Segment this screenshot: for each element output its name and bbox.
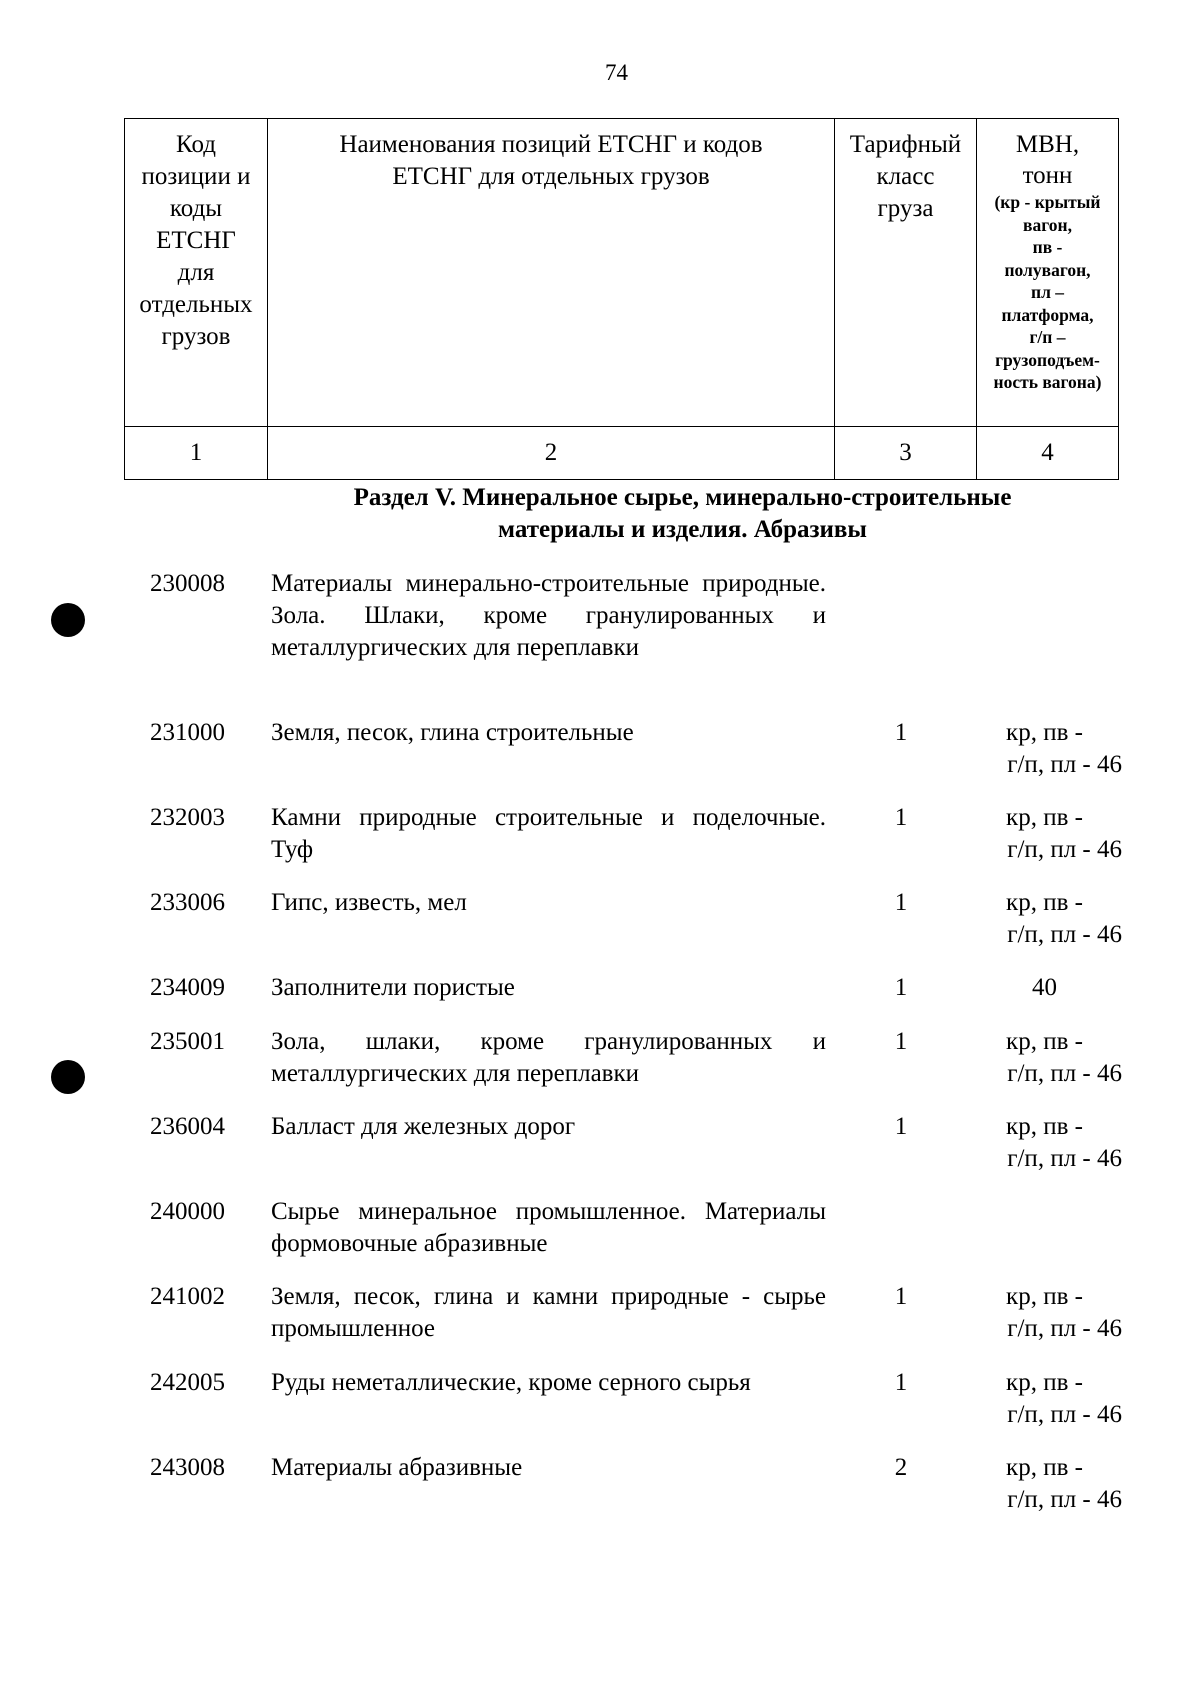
- position-name: Руды неметаллические, кроме серного сырья: [271, 1369, 751, 1396]
- header-class-line: класс: [876, 163, 935, 190]
- min-weight-line: кр, пв -: [1006, 719, 1083, 746]
- tariff-class: 1: [894, 889, 908, 916]
- position-code: 231000: [150, 719, 225, 746]
- header-code-line: для: [177, 259, 215, 286]
- header-mvn-note: вагон,: [1023, 214, 1072, 235]
- position-code: 235001: [150, 1028, 225, 1055]
- header-mvn-note: грузоподъем-: [995, 349, 1100, 370]
- column-number: 1: [125, 427, 268, 480]
- header-code-line: грузов: [161, 323, 231, 350]
- position-code: 240000: [150, 1198, 225, 1225]
- min-weight-norm: [967, 972, 1122, 1004]
- section-title-line: материалы и изделия. Абразивы: [498, 516, 867, 543]
- position-code: 243008: [150, 1454, 225, 1481]
- page-number: 74: [605, 60, 628, 85]
- min-weight-norm: [967, 717, 1122, 781]
- position-code: 241002: [150, 1283, 225, 1310]
- min-weight-line: кр, пв -: [1006, 804, 1083, 831]
- header-mvn-note: платформа,: [1001, 304, 1094, 325]
- min-weight-line: кр, пв -: [1006, 1113, 1083, 1140]
- position-name: Земля, песок, глина строительные: [271, 719, 634, 746]
- position-name: Гипс, известь, мел: [271, 889, 467, 916]
- min-weight-norm: [967, 1026, 1122, 1090]
- min-weight-line: г/п, пл - 46: [1007, 1145, 1122, 1172]
- header-mvn-note: ность вагона): [993, 372, 1102, 392]
- position-name: Зола, шлаки, кроме гранулированных и металлургических для переплавки: [271, 1028, 826, 1087]
- position-code: 236004: [150, 1113, 225, 1140]
- tariff-class: 1: [894, 719, 908, 746]
- header-class-line: Тарифный: [849, 131, 962, 158]
- min-weight-line: кр, пв -: [1006, 1028, 1083, 1055]
- position-name: Сырье минеральное промышленное. Материалы формовочные абразивные: [271, 1198, 826, 1257]
- min-weight-line: 40: [1032, 974, 1057, 1001]
- position-name: Материалы абразивные: [271, 1454, 523, 1481]
- header-mvn-note: (кр - крытый: [994, 192, 1101, 212]
- header-class-line: груза: [877, 195, 934, 222]
- position-code: 233006: [150, 889, 225, 916]
- position-code: 230008: [150, 570, 225, 597]
- position-code: 234009: [150, 974, 225, 1001]
- section-title-line: Раздел V. Минеральное сырье, минерально-строительные: [353, 484, 1012, 511]
- header-code-line: позиции и: [141, 163, 251, 190]
- min-weight-line: г/п, пл - 46: [1007, 1060, 1122, 1087]
- position-code: 232003: [150, 804, 225, 831]
- position-name: Материалы минерально-строительные природные. Зола. Шлаки, кроме гранулированных и металлургических для переплавки: [271, 570, 826, 661]
- min-weight-line: кр, пв -: [1006, 1369, 1083, 1396]
- min-weight-norm: [967, 802, 1122, 866]
- tariff-class: 1: [894, 1283, 908, 1310]
- min-weight-line: г/п, пл - 46: [1007, 1486, 1122, 1513]
- header-code-line: коды: [169, 195, 223, 222]
- header-code-line: отдельных: [139, 291, 253, 318]
- min-weight-line: кр, пв -: [1006, 889, 1083, 916]
- min-weight-line: г/п, пл - 46: [1007, 1401, 1122, 1428]
- tariff-class: 1: [894, 1113, 908, 1140]
- min-weight-line: г/п, пл - 46: [1007, 836, 1122, 863]
- min-weight-norm: [967, 887, 1122, 951]
- header-mvn-line: тонн: [1022, 162, 1073, 189]
- min-weight-norm: [967, 1281, 1122, 1345]
- header-name-line: Наименования позиций ЕТСНГ и кодов: [339, 131, 763, 158]
- min-weight-line: г/п, пл - 46: [1007, 751, 1122, 778]
- column-number: 2: [268, 427, 835, 480]
- header-mvn-note: пл –: [1030, 282, 1065, 302]
- position-name: Балласт для железных дорог: [271, 1113, 576, 1140]
- header-mvn-note: г/п –: [1029, 327, 1066, 347]
- min-weight-line: г/п, пл - 46: [1007, 1315, 1122, 1342]
- column-number: 3: [835, 427, 977, 480]
- min-weight-norm: [967, 1367, 1122, 1431]
- position-code: 242005: [150, 1369, 225, 1396]
- min-weight-norm: [967, 1452, 1122, 1516]
- tariff-class: 1: [894, 1369, 908, 1396]
- tariff-class: 1: [894, 1028, 908, 1055]
- tariff-class: 1: [894, 974, 908, 1001]
- min-weight-line: кр, пв -: [1006, 1283, 1083, 1310]
- header-mvn-line: МВН,: [1015, 131, 1080, 158]
- tariff-class: 2: [894, 1454, 908, 1481]
- header-code-line: ЕТСНГ: [156, 227, 236, 254]
- min-weight-norm: [967, 1111, 1122, 1175]
- header-name-line: ЕТСНГ для отдельных грузов: [392, 163, 710, 190]
- position-name: Заполнители пористые: [271, 974, 515, 1001]
- header-mvn-note: полувагон,: [1004, 259, 1091, 280]
- punch-hole-mark: [51, 1060, 85, 1094]
- min-weight-line: кр, пв -: [1006, 1454, 1083, 1481]
- punch-hole-mark: [51, 603, 85, 637]
- position-name: Земля, песок, глина и камни природные - сырье промышленное: [271, 1283, 826, 1342]
- position-name: Камни природные строительные и поделочные. Туф: [271, 804, 826, 863]
- tariff-class: 1: [894, 804, 908, 831]
- header-code-line: Код: [176, 131, 216, 158]
- column-number: 4: [977, 427, 1119, 480]
- header-mvn-note: пв -: [1032, 237, 1063, 257]
- min-weight-line: г/п, пл - 46: [1007, 921, 1122, 948]
